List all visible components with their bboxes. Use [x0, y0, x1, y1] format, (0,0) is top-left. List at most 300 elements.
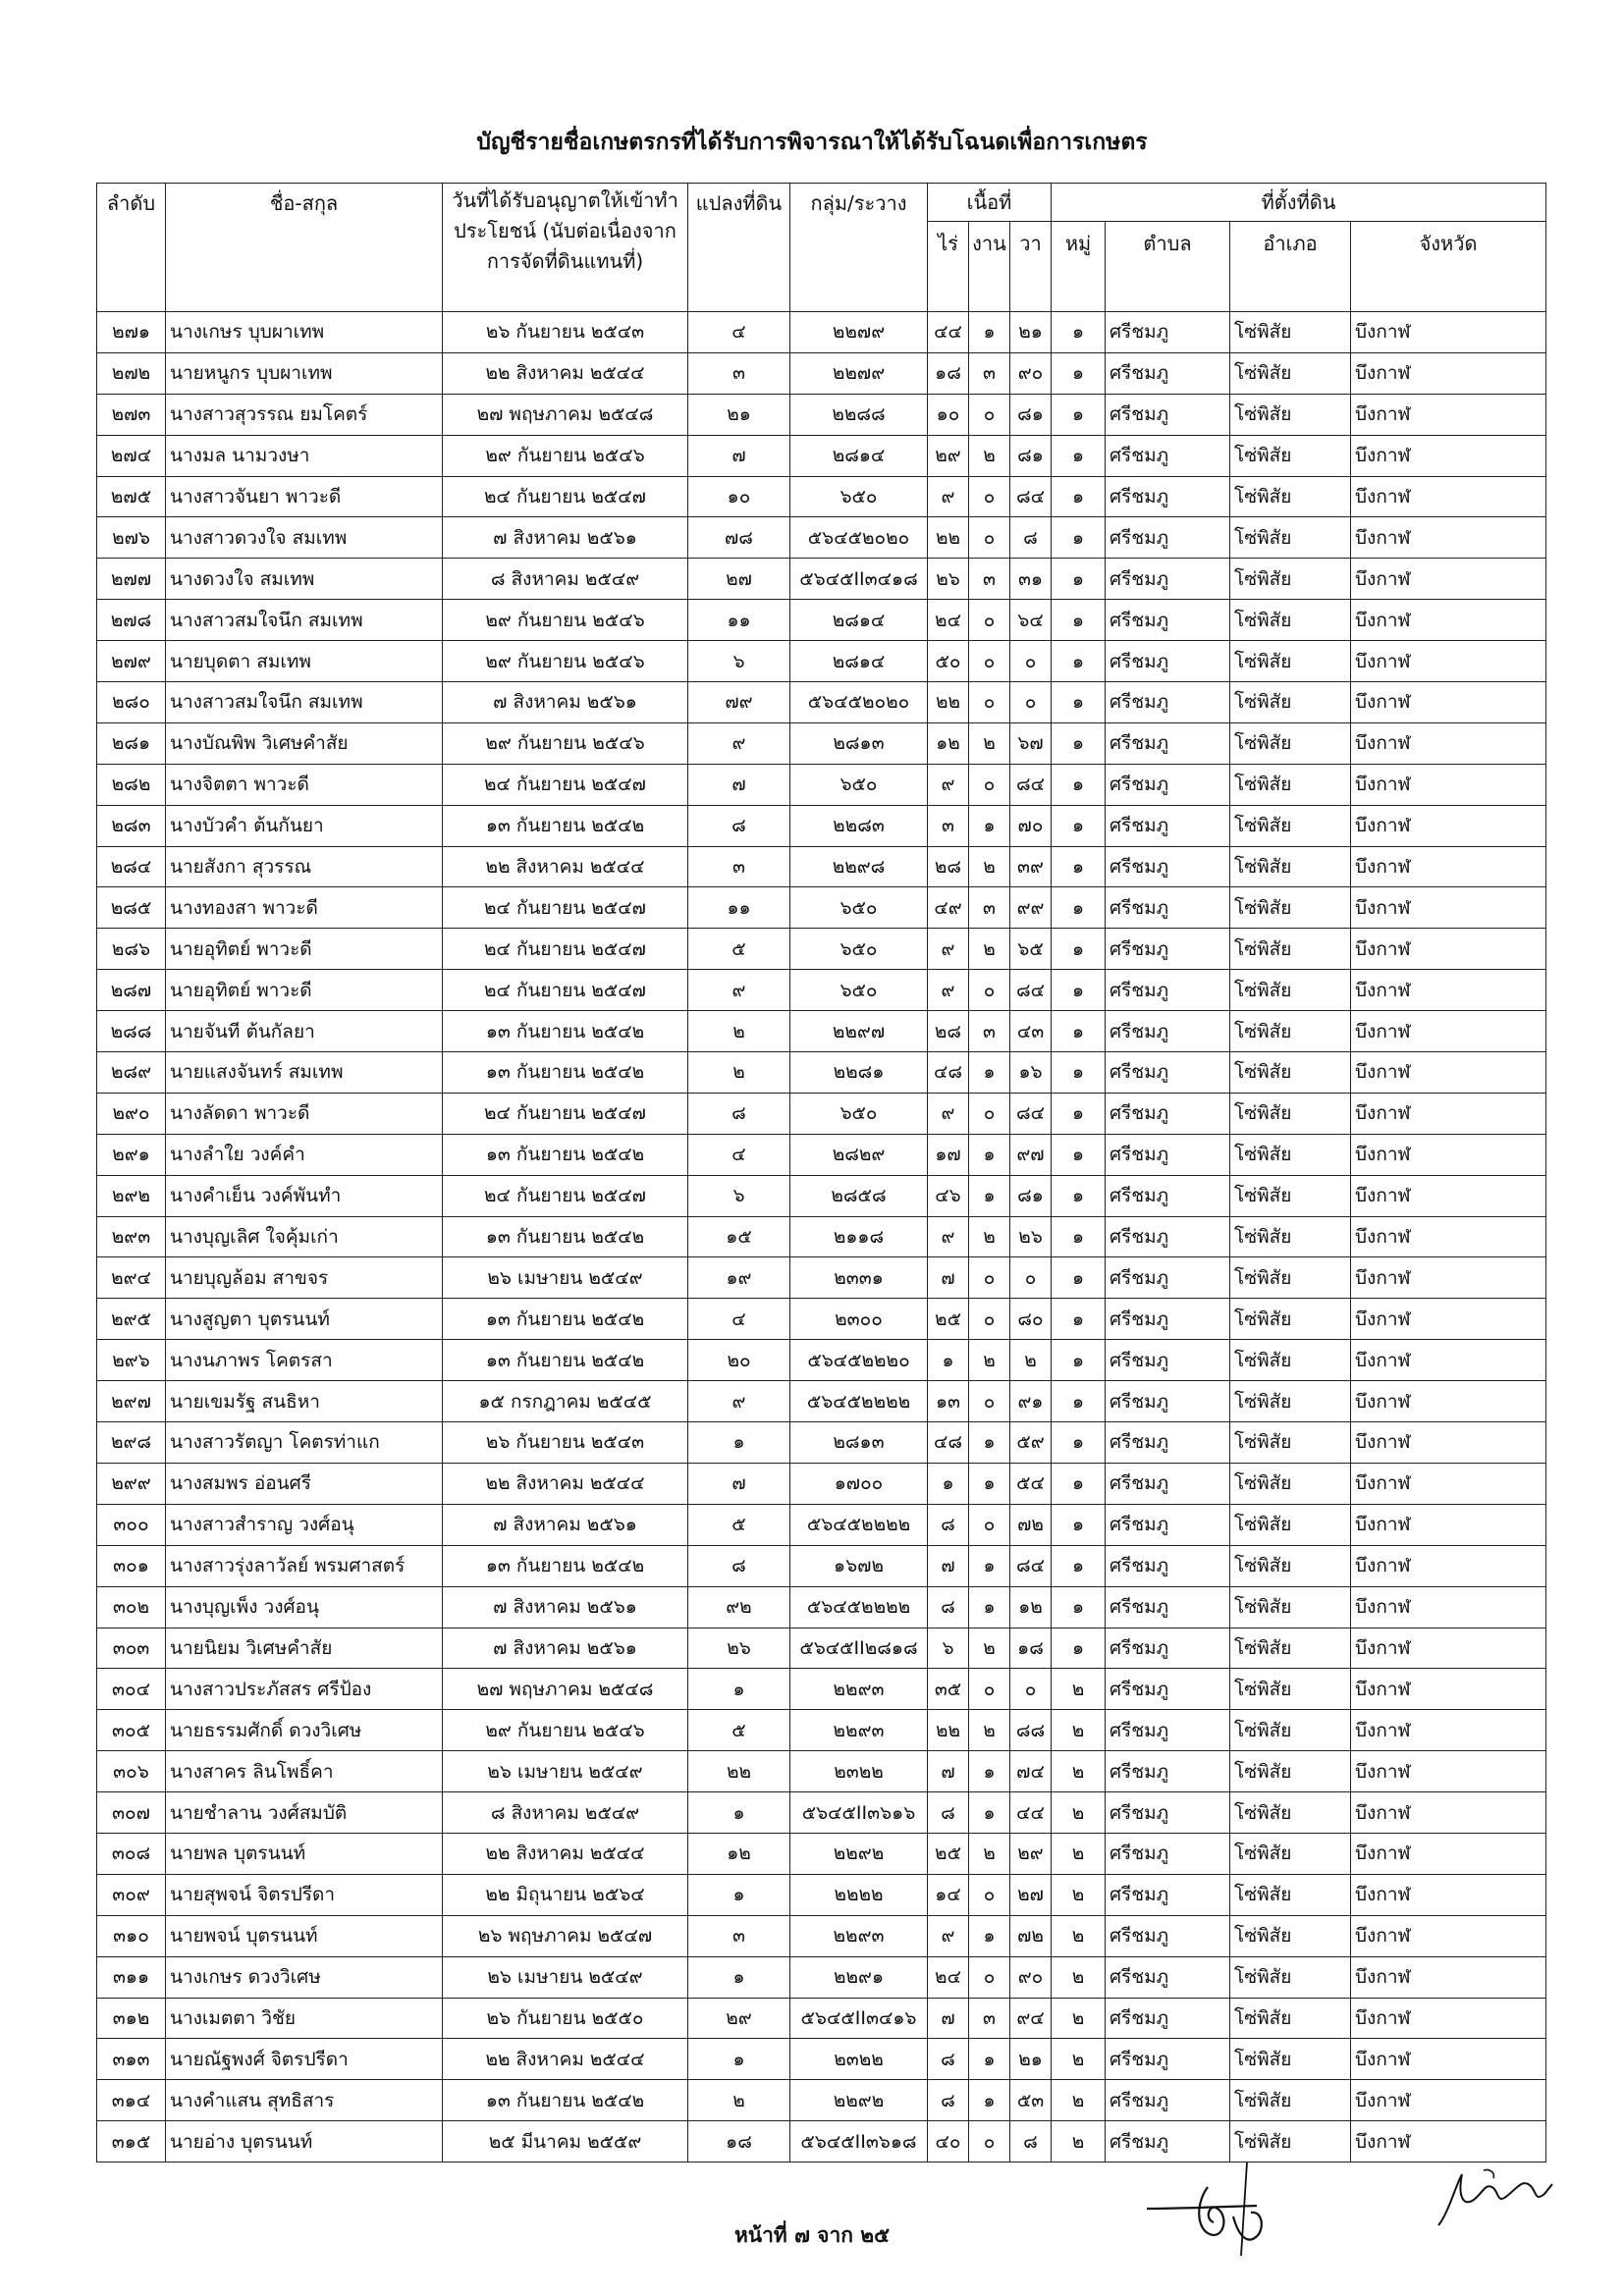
cell-province: บึงกาฬ	[1351, 1874, 1546, 1915]
cell-no: ๓๑๓	[97, 2039, 166, 2080]
cell-ngan: ๑	[969, 1915, 1010, 1956]
cell-no: ๒๘๙	[97, 1052, 166, 1094]
cell-group: ๒๓๒๒	[790, 2039, 928, 2080]
cell-plot: ๑๑	[688, 887, 790, 929]
cell-date: ๒๙ กันยายน ๒๕๔๖	[443, 600, 688, 641]
cell-rai: ๑๐	[928, 394, 969, 435]
table-row	[97, 2080, 1546, 2121]
cell-tambon: ศรีชมภู	[1106, 1381, 1230, 1422]
cell-date: ๒๒ สิงหาคม ๒๕๔๔	[443, 2039, 688, 2080]
cell-province: บึงกาฬ	[1351, 1299, 1546, 1340]
cell-amphoe: โซ่พิสัย	[1230, 1545, 1351, 1586]
header-wa: วา	[1010, 222, 1052, 312]
cell-no: ๒๘๐	[97, 682, 166, 723]
cell-rai: ๓๕	[928, 1669, 969, 1710]
cell-group: ๒๘๒๙	[790, 1134, 928, 1175]
cell-group: ๒๘๑๔	[790, 435, 928, 476]
cell-province: บึงกาฬ	[1351, 1956, 1546, 1998]
cell-rai: ๑๒	[928, 722, 969, 764]
cell-province: บึงกาฬ	[1351, 435, 1546, 476]
cell-moo: ๒	[1052, 2121, 1106, 2163]
cell-group: ๖๕๐	[790, 476, 928, 517]
cell-rai: ๒๔	[928, 1956, 969, 1998]
cell-moo: ๑	[1052, 1052, 1106, 1094]
cell-date: ๒๔ กันยายน ๒๕๔๗	[443, 476, 688, 517]
cell-ngan: ๑	[969, 1792, 1010, 1834]
table-row	[97, 1381, 1546, 1422]
cell-ngan: ๐	[969, 682, 1010, 723]
cell-moo: ๑	[1052, 1011, 1106, 1052]
cell-no: ๒๘๗	[97, 970, 166, 1011]
cell-amphoe: โซ่พิสัย	[1230, 1257, 1351, 1299]
cell-wa: ๑๘	[1010, 1628, 1052, 1669]
table-row	[97, 600, 1546, 641]
header-moo: หมู่	[1052, 222, 1106, 312]
table-row	[97, 435, 1546, 476]
cell-name: นางเกษร บุบผาเทพ	[166, 312, 443, 353]
cell-moo: ๑	[1052, 970, 1106, 1011]
cell-date: ๗ สิงหาคม ๒๕๖๑	[443, 682, 688, 723]
cell-province: บึงกาฬ	[1351, 2121, 1546, 2163]
cell-wa: ๖๕	[1010, 929, 1052, 970]
cell-rai: ๕๐	[928, 641, 969, 682]
cell-group: ๕๖๔๕๒๒๒๒	[790, 1504, 928, 1545]
header-location: ที่ตั้งที่ดิน	[1052, 184, 1546, 222]
cell-name: นายบุดตา สมเทพ	[166, 641, 443, 682]
cell-tambon: ศรีชมภู	[1106, 1628, 1230, 1669]
cell-date: ๒๔ กันยายน ๒๕๔๗	[443, 929, 688, 970]
cell-rai: ๒๒	[928, 517, 969, 559]
cell-date: ๑๓ กันยายน ๒๕๔๒	[443, 805, 688, 846]
cell-name: นายจันที ต้นกัลยา	[166, 1011, 443, 1052]
cell-tambon: ศรีชมภู	[1106, 559, 1230, 600]
cell-plot: ๑	[688, 1874, 790, 1915]
cell-wa: ๘๔	[1010, 1093, 1052, 1134]
cell-plot: ๑	[688, 1669, 790, 1710]
cell-province: บึงกาฬ	[1351, 1915, 1546, 1956]
cell-moo: ๑	[1052, 1463, 1106, 1504]
cell-wa: ๑๒	[1010, 1586, 1052, 1628]
cell-moo: ๑	[1052, 641, 1106, 682]
cell-ngan: ๑	[969, 1422, 1010, 1464]
table-row	[97, 1052, 1546, 1094]
cell-date: ๒๖ เมษายน ๒๕๔๙	[443, 1751, 688, 1792]
cell-no: ๓๐๔	[97, 1669, 166, 1710]
table-row	[97, 1011, 1546, 1052]
cell-ngan: ๐	[969, 1874, 1010, 1915]
cell-amphoe: โซ่พิสัย	[1230, 1463, 1351, 1504]
cell-plot: ๒๑	[688, 394, 790, 435]
cell-no: ๒๘๖	[97, 929, 166, 970]
table-row	[97, 722, 1546, 764]
cell-rai: ๘	[928, 1792, 969, 1834]
cell-tambon: ศรีชมภู	[1106, 1956, 1230, 1998]
table-row	[97, 394, 1546, 435]
cell-ngan: ๑	[969, 1751, 1010, 1792]
cell-tambon: ศรีชมภู	[1106, 394, 1230, 435]
cell-tambon: ศรีชมภู	[1106, 476, 1230, 517]
cell-amphoe: โซ่พิสัย	[1230, 476, 1351, 517]
signature-1	[1139, 2158, 1276, 2266]
cell-no: ๓๐๙	[97, 1874, 166, 1915]
table-row	[97, 1874, 1546, 1915]
page-number: หน้าที่ ๗ จาก ๒๕	[733, 2223, 891, 2247]
cell-date: ๒๙ กันยายน ๒๕๔๖	[443, 435, 688, 476]
cell-province: บึงกาฬ	[1351, 887, 1546, 929]
cell-ngan: ๒	[969, 1216, 1010, 1257]
table-row	[97, 887, 1546, 929]
table-row	[97, 1463, 1546, 1504]
cell-province: บึงกาฬ	[1351, 517, 1546, 559]
cell-moo: ๑	[1052, 1586, 1106, 1628]
cell-group: ๕๖๔๕II๒๘๑๘	[790, 1628, 928, 1669]
cell-name: นางคำเย็น วงค์พันทำ	[166, 1175, 443, 1216]
cell-name: นางนภาพร โคตรสา	[166, 1340, 443, 1381]
cell-no: ๒๙๗	[97, 1381, 166, 1422]
cell-plot: ๓	[688, 1915, 790, 1956]
cell-name: นางบุญเลิศ ใจคุ้มเก่า	[166, 1216, 443, 1257]
table-row	[97, 1093, 1546, 1134]
cell-province: บึงกาฬ	[1351, 2080, 1546, 2121]
cell-name: นางสาวประภัสสร ศรีป้อง	[166, 1669, 443, 1710]
cell-plot: ๙๒	[688, 1586, 790, 1628]
cell-amphoe: โซ่พิสัย	[1230, 887, 1351, 929]
cell-rai: ๗	[928, 1998, 969, 2039]
cell-moo: ๑	[1052, 929, 1106, 970]
cell-tambon: ศรีชมภู	[1106, 1751, 1230, 1792]
cell-tambon: ศรีชมภู	[1106, 929, 1230, 970]
cell-amphoe: โซ่พิสัย	[1230, 2080, 1351, 2121]
table-row	[97, 1915, 1546, 1956]
cell-moo: ๑	[1052, 312, 1106, 353]
table-row	[97, 1545, 1546, 1586]
table-row	[97, 805, 1546, 846]
table-row	[97, 970, 1546, 1011]
cell-rai: ๒๔	[928, 600, 969, 641]
cell-no: ๒๘๑	[97, 722, 166, 764]
cell-moo: ๑	[1052, 1175, 1106, 1216]
cell-name: นางสาวสุวรรณ ยมโคตร์	[166, 394, 443, 435]
cell-wa: ๙๗	[1010, 1134, 1052, 1175]
cell-province: บึงกาฬ	[1351, 2039, 1546, 2080]
header-date: วันที่ได้รับอนุญาตให้เข้าทำประโยชน์ (นับต่อเนื่องจากการจัดที่ดินแทนที่)	[443, 184, 688, 312]
cell-date: ๒๖ พฤษภาคม ๒๕๔๗	[443, 1915, 688, 1956]
header-tambon: ตำบล	[1106, 222, 1230, 312]
cell-rai: ๙	[928, 1216, 969, 1257]
cell-date: ๒๙ กันยายน ๒๕๔๖	[443, 722, 688, 764]
cell-date: ๗ สิงหาคม ๒๕๖๑	[443, 1586, 688, 1628]
cell-group: ๕๖๔๕๒๒๒๒	[790, 1586, 928, 1628]
cell-plot: ๖	[688, 641, 790, 682]
cell-plot: ๓	[688, 352, 790, 394]
cell-plot: ๑๑	[688, 600, 790, 641]
cell-wa: ๕๓	[1010, 2080, 1052, 2121]
cell-province: บึงกาฬ	[1351, 1833, 1546, 1874]
cell-wa: ๐	[1010, 1257, 1052, 1299]
cell-rai: ๔๘	[928, 1052, 969, 1094]
cell-plot: ๔	[688, 1134, 790, 1175]
cell-no: ๓๐๒	[97, 1586, 166, 1628]
cell-ngan: ๒	[969, 1833, 1010, 1874]
cell-tambon: ศรีชมภู	[1106, 1586, 1230, 1628]
cell-group: ๕๖๔๕II๓๖๑๖	[790, 1792, 928, 1834]
cell-no: ๒๗๓	[97, 394, 166, 435]
cell-date: ๒๖ กันยายน ๒๕๔๓	[443, 312, 688, 353]
cell-name: นายอ่าง บุตรนนท์	[166, 2121, 443, 2163]
cell-name: นางบุญเพ็ง วงศ์อนุ	[166, 1586, 443, 1628]
cell-rai: ๙	[928, 1093, 969, 1134]
cell-group: ๒๘๑๔	[790, 600, 928, 641]
cell-ngan: ๒	[969, 846, 1010, 887]
cell-date: ๑๓ กันยายน ๒๕๔๒	[443, 2080, 688, 2121]
cell-moo: ๒	[1052, 1751, 1106, 1792]
cell-date: ๑๓ กันยายน ๒๕๔๒	[443, 1545, 688, 1586]
header-plot: แปลงที่ดิน	[688, 184, 790, 312]
cell-group: ๕๖๔๕๒๒๒๒	[790, 1381, 928, 1422]
cell-tambon: ศรีชมภู	[1106, 805, 1230, 846]
table-row	[97, 2039, 1546, 2080]
cell-plot: ๓	[688, 846, 790, 887]
cell-amphoe: โซ่พิสัย	[1230, 764, 1351, 805]
cell-plot: ๗๘	[688, 517, 790, 559]
cell-tambon: ศรีชมภู	[1106, 846, 1230, 887]
cell-wa: ๘๑	[1010, 1175, 1052, 1216]
cell-province: บึงกาฬ	[1351, 641, 1546, 682]
cell-no: ๒๗๖	[97, 517, 166, 559]
cell-moo: ๑	[1052, 1628, 1106, 1669]
cell-tambon: ศรีชมภู	[1106, 2080, 1230, 2121]
cell-plot: ๑	[688, 1792, 790, 1834]
cell-wa: ๖๔	[1010, 600, 1052, 641]
cell-province: บึงกาฬ	[1351, 722, 1546, 764]
cell-plot: ๙	[688, 722, 790, 764]
cell-date: ๒๗ พฤษภาคม ๒๕๔๘	[443, 1669, 688, 1710]
cell-name: นายพจน์ บุตรนนท์	[166, 1915, 443, 1956]
cell-moo: ๑	[1052, 764, 1106, 805]
cell-moo: ๑	[1052, 517, 1106, 559]
cell-amphoe: โซ่พิสัย	[1230, 517, 1351, 559]
cell-plot: ๒๒	[688, 1751, 790, 1792]
cell-moo: ๑	[1052, 1504, 1106, 1545]
cell-ngan: ๒	[969, 435, 1010, 476]
cell-rai: ๒๙	[928, 435, 969, 476]
cell-amphoe: โซ่พิสัย	[1230, 1833, 1351, 1874]
cell-date: ๒๖ กันยายน ๒๕๕๐	[443, 1998, 688, 2039]
cell-wa: ๘๔	[1010, 970, 1052, 1011]
header-group: กลุ่ม/ระวาง	[790, 184, 928, 312]
cell-rai: ๒๕	[928, 1299, 969, 1340]
cell-date: ๒๖ เมษายน ๒๕๔๙	[443, 1257, 688, 1299]
cell-province: บึงกาฬ	[1351, 394, 1546, 435]
cell-ngan: ๐	[969, 394, 1010, 435]
cell-tambon: ศรีชมภู	[1106, 1545, 1230, 1586]
cell-province: บึงกาฬ	[1351, 312, 1546, 353]
cell-moo: ๒	[1052, 1915, 1106, 1956]
cell-ngan: ๐	[969, 2121, 1010, 2163]
cell-moo: ๑	[1052, 722, 1106, 764]
cell-wa: ๗๒	[1010, 1504, 1052, 1545]
table-row	[97, 1257, 1546, 1299]
cell-moo: ๑	[1052, 1257, 1106, 1299]
cell-no: ๒๙๘	[97, 1422, 166, 1464]
cell-rai: ๑	[928, 1463, 969, 1504]
cell-province: บึงกาฬ	[1351, 1052, 1546, 1094]
cell-amphoe: โซ่พิสัย	[1230, 1710, 1351, 1751]
cell-tambon: ศรีชมภู	[1106, 2039, 1230, 2080]
cell-plot: ๙	[688, 1381, 790, 1422]
cell-moo: ๒	[1052, 1874, 1106, 1915]
cell-amphoe: โซ่พิสัย	[1230, 1011, 1351, 1052]
cell-rai: ๒๖	[928, 559, 969, 600]
cell-rai: ๘	[928, 2080, 969, 2121]
cell-amphoe: โซ่พิสัย	[1230, 1751, 1351, 1792]
cell-plot: ๒	[688, 1052, 790, 1094]
cell-group: ๒๒๙๑	[790, 1956, 928, 1998]
cell-no: ๒๙๓	[97, 1216, 166, 1257]
cell-ngan: ๑	[969, 1463, 1010, 1504]
cell-wa: ๘๑	[1010, 394, 1052, 435]
document-title: บัญชีรายชื่อเกษตรกรที่ได้รับการพิจารณาให้ได้รับโฉนดเพื่อการเกษตร	[476, 130, 1148, 155]
cell-province: บึงกาฬ	[1351, 1134, 1546, 1175]
header-province: จังหวัด	[1351, 222, 1546, 312]
table-row	[97, 517, 1546, 559]
cell-tambon: ศรีชมภู	[1106, 1874, 1230, 1915]
cell-rai: ๑	[928, 1340, 969, 1381]
cell-moo: ๑	[1052, 600, 1106, 641]
cell-amphoe: โซ่พิสัย	[1230, 1792, 1351, 1834]
table-row	[97, 1751, 1546, 1792]
header-ngan: งาน	[969, 222, 1010, 312]
cell-tambon: ศรีชมภู	[1106, 970, 1230, 1011]
cell-no: ๓๐๐	[97, 1504, 166, 1545]
cell-group: ๒๘๑๓	[790, 722, 928, 764]
cell-rai: ๒๒	[928, 682, 969, 723]
cell-amphoe: โซ่พิสัย	[1230, 682, 1351, 723]
cell-group: ๕๖๔๕๒๐๒๐	[790, 682, 928, 723]
cell-ngan: ๒	[969, 1628, 1010, 1669]
cell-plot: ๔	[688, 1299, 790, 1340]
cell-date: ๒๔ กันยายน ๒๕๔๗	[443, 764, 688, 805]
cell-moo: ๒	[1052, 2080, 1106, 2121]
cell-no: ๒๗๑	[97, 312, 166, 353]
cell-wa: ๘๐	[1010, 1299, 1052, 1340]
cell-rai: ๙	[928, 764, 969, 805]
cell-province: บึงกาฬ	[1351, 1216, 1546, 1257]
cell-rai: ๔๔	[928, 312, 969, 353]
cell-tambon: ศรีชมภู	[1106, 1792, 1230, 1834]
cell-date: ๒๔ กันยายน ๒๕๔๗	[443, 1093, 688, 1134]
cell-province: บึงกาฬ	[1351, 970, 1546, 1011]
cell-plot: ๒๗	[688, 559, 790, 600]
cell-ngan: ๓	[969, 1011, 1010, 1052]
cell-group: ๒๓๐๐	[790, 1299, 928, 1340]
table-row	[97, 1792, 1546, 1834]
cell-province: บึงกาฬ	[1351, 476, 1546, 517]
cell-group: ๒๒๙๓	[790, 1669, 928, 1710]
cell-group: ๖๕๐	[790, 929, 928, 970]
cell-tambon: ศรีชมภู	[1106, 1052, 1230, 1094]
cell-no: ๓๑๒	[97, 1998, 166, 2039]
header-area: เนื้อที่	[928, 184, 1052, 222]
cell-group: ๒๘๑๔	[790, 641, 928, 682]
cell-rai: ๗	[928, 1545, 969, 1586]
table-row	[97, 1134, 1546, 1175]
cell-date: ๑๓ กันยายน ๒๕๔๒	[443, 1340, 688, 1381]
cell-rai: ๑๘	[928, 352, 969, 394]
cell-group: ๖๕๐	[790, 970, 928, 1011]
cell-group: ๖๕๐	[790, 764, 928, 805]
cell-tambon: ศรีชมภู	[1106, 1998, 1230, 2039]
cell-name: นายพล บุตรนนท์	[166, 1833, 443, 1874]
cell-province: บึงกาฬ	[1351, 1751, 1546, 1792]
cell-amphoe: โซ่พิสัย	[1230, 559, 1351, 600]
cell-no: ๓๐๘	[97, 1833, 166, 1874]
cell-tambon: ศรีชมภู	[1106, 764, 1230, 805]
cell-moo: ๑	[1052, 1340, 1106, 1381]
cell-amphoe: โซ่พิสัย	[1230, 805, 1351, 846]
cell-rai: ๖	[928, 1628, 969, 1669]
cell-plot: ๔	[688, 312, 790, 353]
cell-moo: ๑	[1052, 846, 1106, 887]
cell-name: นายแสงจันทร์ สมเทพ	[166, 1052, 443, 1094]
cell-plot: ๘	[688, 805, 790, 846]
cell-plot: ๕	[688, 929, 790, 970]
cell-amphoe: โซ่พิสัย	[1230, 1299, 1351, 1340]
cell-group: ๒๒๙๒	[790, 1833, 928, 1874]
cell-name: นายชำลาน วงศ์สมบัติ	[166, 1792, 443, 1834]
cell-group: ๒๓๓๑	[790, 1257, 928, 1299]
cell-amphoe: โซ่พิสัย	[1230, 1216, 1351, 1257]
cell-wa: ๓๑	[1010, 559, 1052, 600]
cell-no: ๓๑๐	[97, 1915, 166, 1956]
cell-wa: ๗๐	[1010, 805, 1052, 846]
cell-tambon: ศรีชมภู	[1106, 517, 1230, 559]
cell-province: บึงกาฬ	[1351, 1093, 1546, 1134]
cell-tambon: ศรีชมภู	[1106, 1669, 1230, 1710]
cell-wa: ๒	[1010, 1340, 1052, 1381]
roster-body	[97, 312, 1546, 2163]
cell-no: ๒๘๒	[97, 764, 166, 805]
cell-plot: ๘	[688, 1093, 790, 1134]
cell-group: ๒๒๒๒	[790, 1874, 928, 1915]
cell-moo: ๑	[1052, 1134, 1106, 1175]
cell-wa: ๘๔	[1010, 764, 1052, 805]
cell-province: บึงกาฬ	[1351, 1628, 1546, 1669]
cell-ngan: ๑	[969, 1545, 1010, 1586]
cell-province: บึงกาฬ	[1351, 600, 1546, 641]
cell-rai: ๔๐	[928, 2121, 969, 2163]
table-row	[97, 1833, 1546, 1874]
cell-name: นางสาคร ลินโพธิ์คา	[166, 1751, 443, 1792]
cell-rai: ๑๔	[928, 1874, 969, 1915]
cell-date: ๑๓ กันยายน ๒๕๔๒	[443, 1134, 688, 1175]
cell-amphoe: โซ่พิสัย	[1230, 1052, 1351, 1094]
cell-amphoe: โซ่พิสัย	[1230, 394, 1351, 435]
cell-plot: ๑๙	[688, 1257, 790, 1299]
cell-province: บึงกาฬ	[1351, 1463, 1546, 1504]
cell-tambon: ศรีชมภู	[1106, 887, 1230, 929]
cell-province: บึงกาฬ	[1351, 1710, 1546, 1751]
cell-wa: ๙๐	[1010, 1956, 1052, 1998]
cell-moo: ๒	[1052, 2039, 1106, 2080]
table-row	[97, 1628, 1546, 1669]
cell-wa: ๕๔	[1010, 1463, 1052, 1504]
cell-wa: ๖๗	[1010, 722, 1052, 764]
cell-group: ๕๖๔๕II๓๔๑๘	[790, 559, 928, 600]
cell-province: บึงกาฬ	[1351, 1669, 1546, 1710]
cell-ngan: ๓	[969, 887, 1010, 929]
cell-amphoe: โซ่พิสัย	[1230, 312, 1351, 353]
